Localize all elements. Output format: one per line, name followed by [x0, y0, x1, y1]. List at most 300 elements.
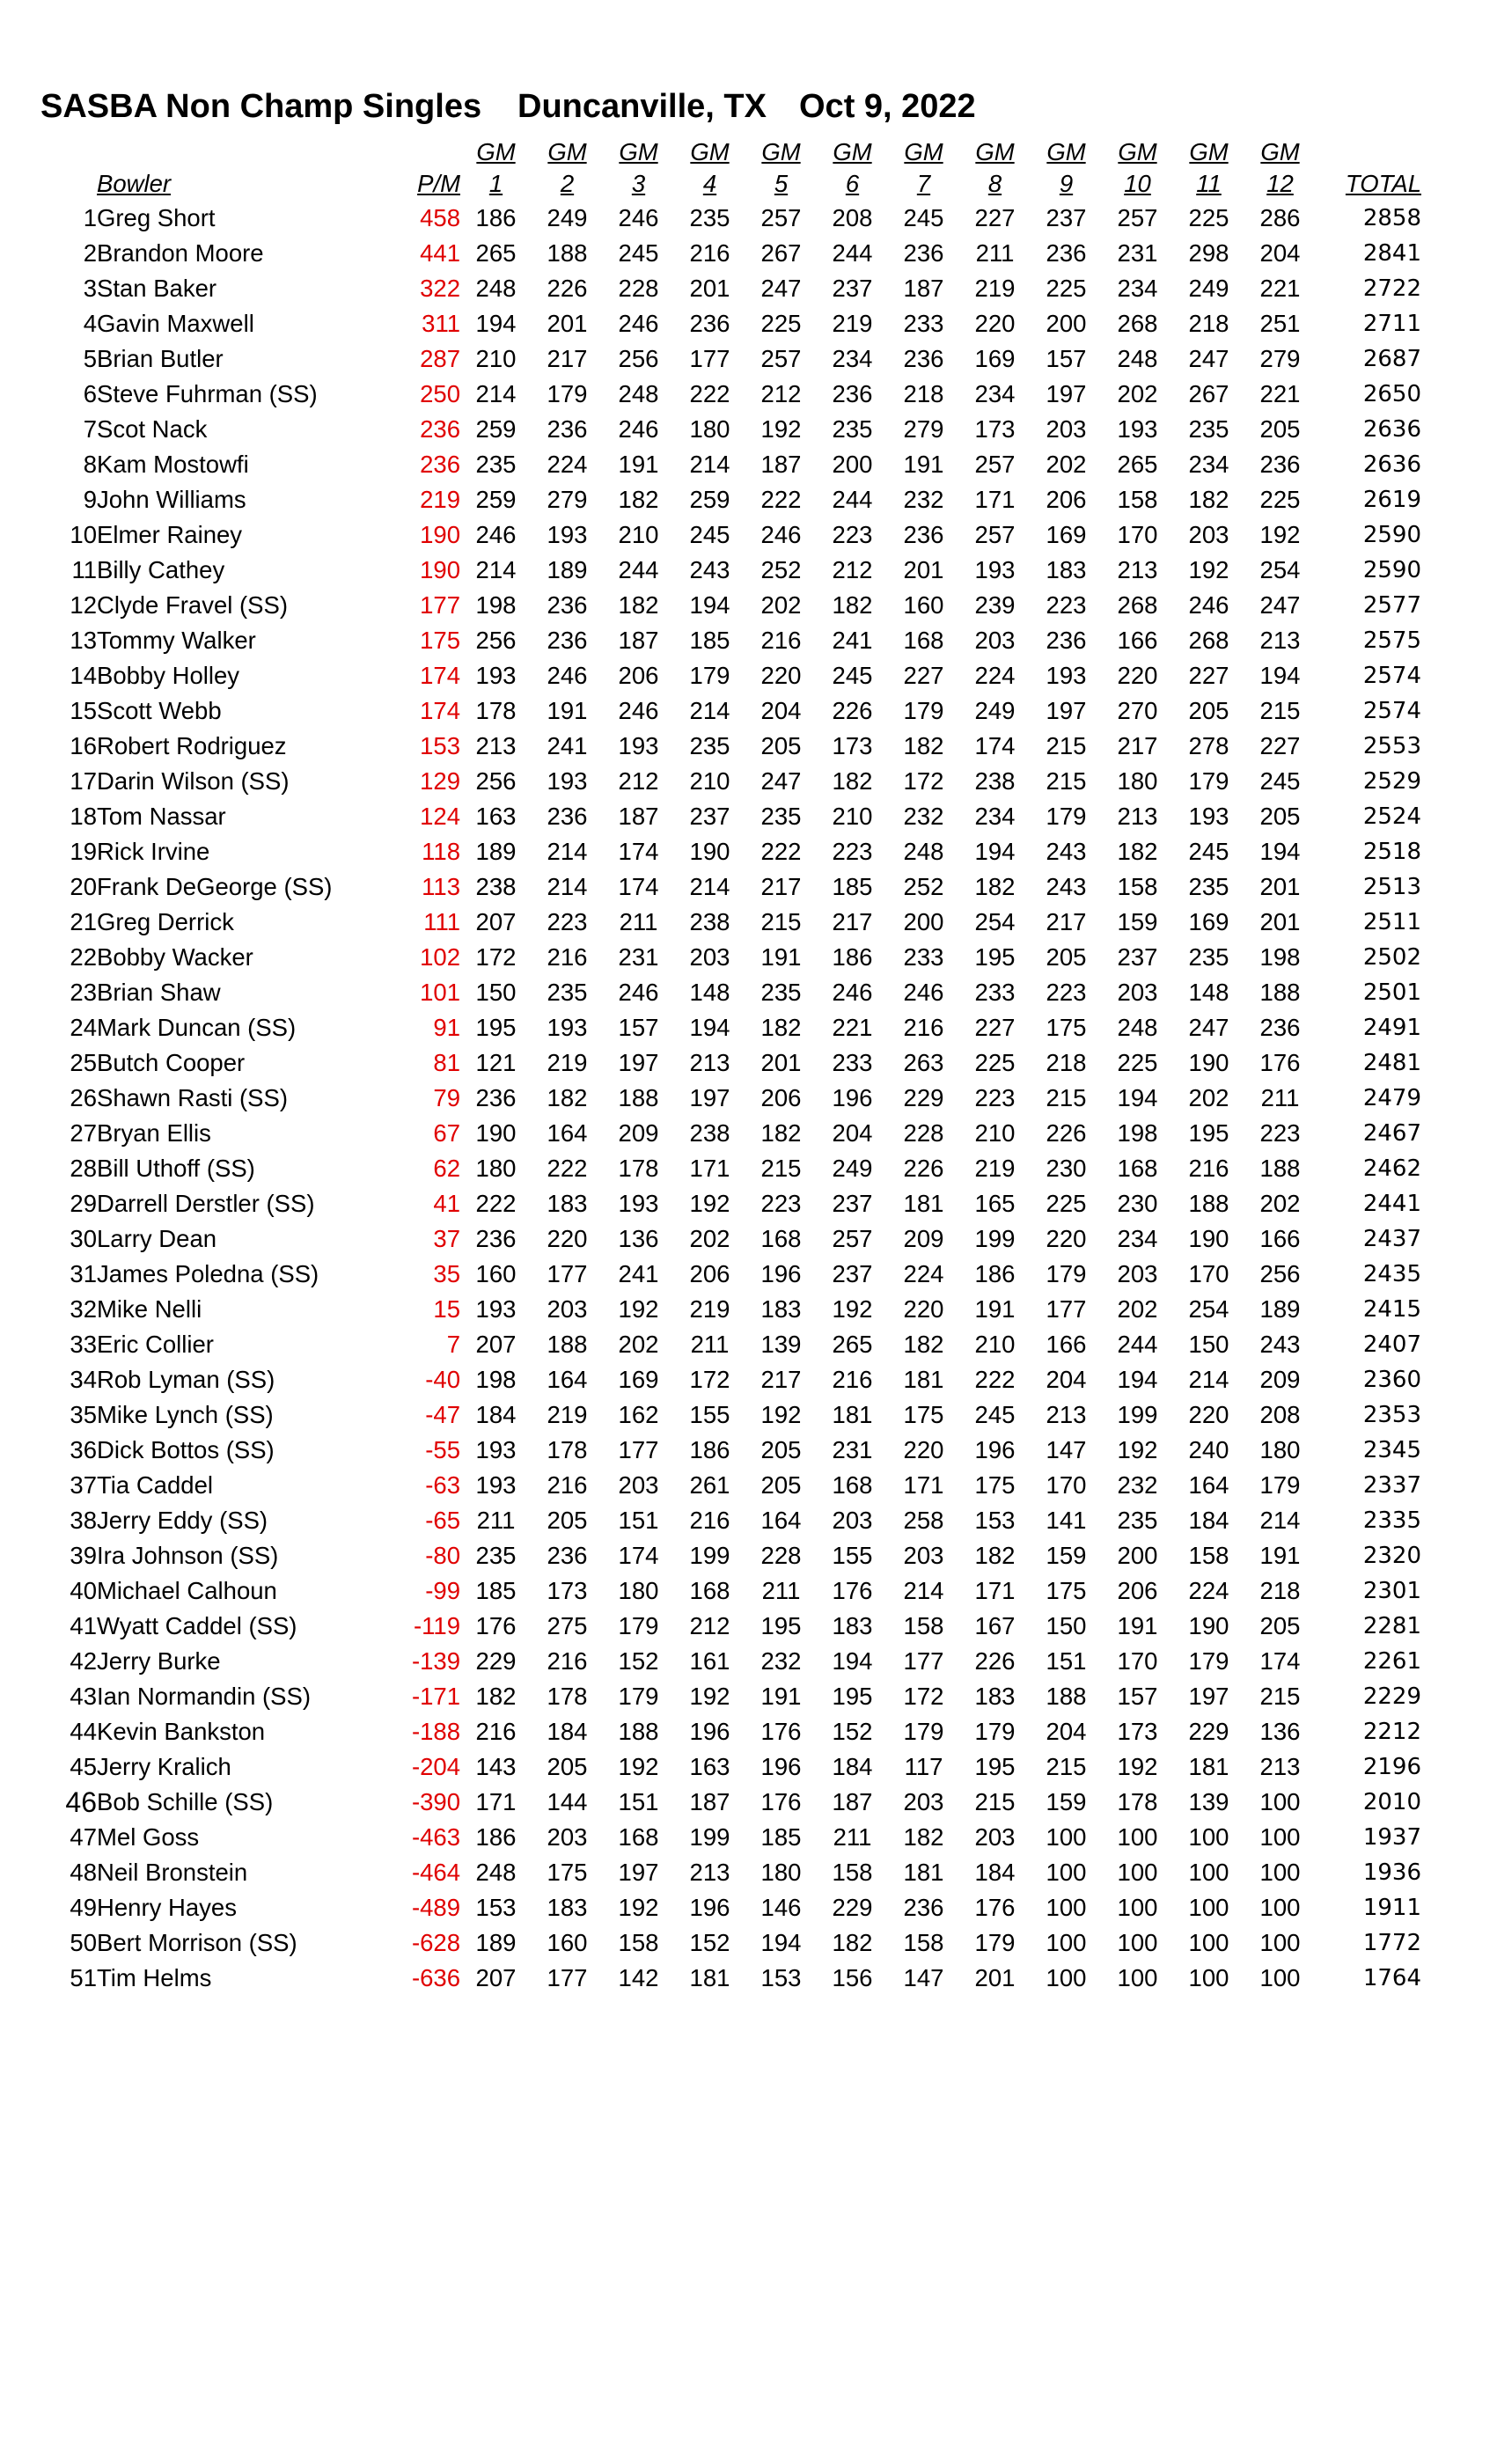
- total-score-cell: 2636: [1362, 416, 1421, 443]
- plus-minus-cell: 15: [433, 1295, 460, 1323]
- game-score-cell: 236: [547, 591, 588, 619]
- game-score-cell: 148: [689, 979, 730, 1006]
- game-score-cell: 243: [1046, 873, 1087, 900]
- game-score-cell: 193: [618, 1190, 659, 1217]
- game-score-cell: 166: [1259, 1225, 1301, 1252]
- game-score-cell: 213: [1259, 627, 1301, 654]
- game-score-cell: 203: [832, 1507, 873, 1534]
- game-score-cell: 257: [974, 521, 1016, 548]
- rank-cell: 23: [70, 979, 97, 1006]
- plus-minus-cell: 124: [420, 803, 460, 830]
- total-score-cell: 2010: [1362, 1789, 1421, 1815]
- game-score-cell: 167: [974, 1612, 1016, 1639]
- total-score-cell: 2441: [1362, 1191, 1421, 1217]
- game-score-cell: 193: [547, 521, 588, 548]
- game-score-cell: 189: [547, 556, 588, 583]
- game-score-cell: 181: [689, 1964, 730, 1991]
- total-score-cell: 2529: [1362, 768, 1421, 795]
- game-score-cell: 192: [1188, 556, 1229, 583]
- game-score-cell: 245: [903, 204, 944, 231]
- game-score-cell: 195: [974, 1753, 1016, 1780]
- table-row: [35, 306, 1421, 341]
- table-row: [35, 1257, 1421, 1292]
- game-score-cell: 166: [1117, 627, 1158, 654]
- game-score-cell: 182: [1188, 486, 1229, 513]
- total-score-cell: 2574: [1362, 698, 1421, 724]
- game-score-cell: 180: [1117, 767, 1158, 795]
- bowler-name-cell: Eric Collier: [97, 1331, 214, 1358]
- game-score-cell: 221: [1259, 275, 1301, 302]
- game-score-cell: 182: [903, 1331, 944, 1358]
- game-score-cell: 210: [974, 1119, 1016, 1147]
- game-score-cell: 158: [1188, 1542, 1229, 1569]
- game-score-cell: 216: [547, 1471, 588, 1499]
- game-score-cell: 216: [760, 627, 802, 654]
- total-score-cell: 2281: [1362, 1613, 1421, 1639]
- bowler-name-cell: Tommy Walker: [97, 627, 256, 654]
- rank-cell: 5: [83, 345, 97, 372]
- game-score-cell: 201: [1259, 873, 1301, 900]
- table-row: [35, 412, 1421, 447]
- game-score-cell: 235: [832, 415, 873, 443]
- game-score-cell: 171: [475, 1788, 517, 1815]
- event-location: Duncanville, TX: [517, 88, 767, 125]
- game-score-cell: 203: [547, 1295, 588, 1323]
- game-score-cell: 238: [974, 767, 1016, 795]
- bowler-name-cell: Steve Fuhrman (SS): [97, 380, 318, 407]
- game-score-cell: 175: [1046, 1014, 1087, 1041]
- table-row: [35, 1362, 1421, 1397]
- rank-cell: 47: [70, 1823, 97, 1851]
- game-score-cell: 235: [760, 803, 802, 830]
- game-score-cell: 178: [618, 1155, 659, 1182]
- game-score-cell: 100: [1046, 1823, 1087, 1851]
- game-score-cell: 248: [903, 838, 944, 865]
- game-score-cell: 256: [1259, 1260, 1301, 1287]
- game-score-cell: 246: [1188, 591, 1229, 619]
- game-score-cell: 117: [904, 1753, 943, 1780]
- bowler-name-cell: Mark Duncan (SS): [97, 1014, 297, 1041]
- game-score-cell: 147: [1046, 1436, 1087, 1463]
- game-score-cell: 227: [1188, 662, 1229, 689]
- game-score-cell: 197: [618, 1049, 659, 1076]
- game-score-cell: 237: [832, 1190, 873, 1217]
- table-row: [35, 1221, 1421, 1257]
- game-score-cell: 172: [903, 767, 944, 795]
- table-row: [35, 271, 1421, 306]
- pm-column-header: P/M: [417, 170, 460, 197]
- game-score-cell: 157: [1117, 1683, 1158, 1710]
- game-score-cell: 235: [689, 732, 730, 759]
- bowler-name-cell: Bert Morrison (SS): [97, 1929, 297, 1956]
- game-score-cell: 203: [1188, 521, 1229, 548]
- game-score-cell: 190: [1188, 1225, 1229, 1252]
- game-score-cell: 204: [1259, 239, 1301, 267]
- game-score-cell: 227: [974, 204, 1016, 231]
- bowler-name-cell: Bob Schille (SS): [97, 1788, 274, 1815]
- game-score-cell: 193: [1046, 662, 1087, 689]
- total-score-cell: 1764: [1362, 1965, 1421, 1991]
- game-score-cell: 195: [832, 1683, 873, 1710]
- game-score-cell: 100: [1259, 1894, 1301, 1921]
- game-score-cell: 245: [618, 239, 659, 267]
- game-score-cell: 236: [475, 1225, 517, 1252]
- game-score-cell: 215: [1046, 1084, 1087, 1111]
- game-score-cell: 222: [475, 1190, 517, 1217]
- plus-minus-cell: 174: [420, 697, 460, 724]
- game-score-cell: 246: [832, 979, 873, 1006]
- game-column-header-7: 7: [916, 170, 931, 197]
- game-score-cell: 169: [1188, 908, 1229, 935]
- total-score-cell: 1937: [1362, 1824, 1421, 1851]
- game-score-cell: 229: [1188, 1718, 1229, 1745]
- game-score-cell: 189: [1259, 1295, 1301, 1323]
- game-score-cell: 176: [974, 1894, 1016, 1921]
- game-score-cell: 143: [475, 1753, 517, 1780]
- game-score-cell: 257: [832, 1225, 873, 1252]
- bowler-name-cell: Tia Caddel: [97, 1471, 213, 1499]
- game-score-cell: 172: [903, 1683, 944, 1710]
- game-score-cell: 210: [832, 803, 873, 830]
- game-score-cell: 236: [903, 521, 944, 548]
- game-score-cell: 225: [974, 1049, 1016, 1076]
- bowler-name-cell: Wyatt Caddel (SS): [97, 1612, 297, 1639]
- rank-cell: 20: [70, 873, 97, 900]
- game-score-cell: 183: [547, 1894, 588, 1921]
- rank-cell: 51: [70, 1964, 97, 1991]
- game-score-cell: 213: [689, 1859, 730, 1886]
- table-row: [35, 588, 1421, 623]
- game-header-prefix-4: GM: [690, 138, 730, 165]
- game-score-cell: 213: [1117, 556, 1158, 583]
- game-score-cell: 186: [832, 943, 873, 971]
- game-score-cell: 219: [974, 1155, 1016, 1182]
- game-score-cell: 268: [1117, 591, 1158, 619]
- game-score-cell: 279: [903, 415, 944, 443]
- rank-cell: 9: [83, 486, 97, 513]
- plus-minus-cell: 441: [420, 239, 460, 267]
- game-score-cell: 173: [832, 732, 873, 759]
- game-score-cell: 247: [760, 275, 802, 302]
- game-column-header-12: 12: [1266, 170, 1294, 197]
- game-score-cell: 179: [903, 1718, 944, 1745]
- plus-minus-cell: 81: [433, 1049, 460, 1076]
- game-score-cell: 207: [475, 908, 517, 935]
- game-score-cell: 201: [689, 275, 730, 302]
- game-score-cell: 203: [1046, 415, 1087, 443]
- game-score-cell: 157: [1046, 345, 1087, 372]
- game-score-cell: 201: [547, 310, 588, 337]
- game-score-cell: 196: [974, 1436, 1016, 1463]
- game-score-cell: 189: [475, 838, 517, 865]
- game-score-cell: 100: [1259, 1788, 1301, 1815]
- table-row: [35, 341, 1421, 377]
- game-column-header-1: 1: [488, 170, 503, 197]
- game-score-cell: 150: [1046, 1612, 1087, 1639]
- table-row: [35, 1186, 1421, 1221]
- table-row: [35, 1010, 1421, 1045]
- game-score-cell: 159: [1046, 1788, 1087, 1815]
- game-score-cell: 212: [760, 380, 802, 407]
- game-score-cell: 244: [1117, 1331, 1158, 1358]
- game-score-cell: 168: [903, 627, 944, 654]
- game-score-cell: 170: [1046, 1471, 1087, 1499]
- game-score-cell: 236: [547, 1542, 588, 1569]
- game-score-cell: 226: [1046, 1119, 1087, 1147]
- rank-cell: 28: [70, 1155, 97, 1182]
- game-header-prefix-3: GM: [619, 138, 658, 165]
- plus-minus-cell: 35: [433, 1260, 460, 1287]
- header-spacer: [1316, 137, 1421, 167]
- total-score-cell: 2415: [1362, 1296, 1421, 1323]
- game-score-cell: 142: [618, 1964, 659, 1991]
- plus-minus-cell: 37: [433, 1225, 460, 1252]
- plus-minus-cell: 111: [423, 908, 460, 935]
- game-score-cell: 205: [1188, 697, 1229, 724]
- game-score-cell: 197: [1188, 1683, 1229, 1710]
- game-score-cell: 233: [903, 943, 944, 971]
- game-score-cell: 243: [1259, 1331, 1301, 1358]
- plus-minus-cell: -464: [411, 1859, 460, 1886]
- table-row: [35, 1433, 1421, 1468]
- game-score-cell: 235: [689, 204, 730, 231]
- game-score-cell: 217: [1117, 732, 1158, 759]
- game-score-cell: 228: [618, 275, 659, 302]
- game-score-cell: 238: [689, 1119, 730, 1147]
- game-score-cell: 210: [618, 521, 659, 548]
- game-score-cell: 193: [475, 1436, 517, 1463]
- game-score-cell: 220: [974, 310, 1016, 337]
- game-score-cell: 218: [1259, 1577, 1301, 1604]
- game-score-cell: 158: [832, 1859, 873, 1886]
- game-score-cell: 100: [1188, 1859, 1229, 1886]
- game-score-cell: 187: [689, 1788, 730, 1815]
- game-score-cell: 205: [760, 1436, 802, 1463]
- game-score-cell: 177: [618, 1436, 659, 1463]
- game-score-cell: 182: [618, 486, 659, 513]
- game-score-cell: 193: [618, 732, 659, 759]
- game-score-cell: 193: [547, 1014, 588, 1041]
- bowler-name-cell: Greg Derrick: [97, 908, 234, 935]
- game-score-cell: 259: [689, 486, 730, 513]
- bowler-name-cell: Dick Bottos (SS): [97, 1436, 275, 1463]
- game-score-cell: 234: [1117, 1225, 1158, 1252]
- game-score-cell: 179: [1259, 1471, 1301, 1499]
- plus-minus-cell: -63: [425, 1471, 460, 1499]
- game-score-cell: 219: [547, 1401, 588, 1428]
- event-date: Oct 9, 2022: [799, 88, 976, 125]
- bowler-name-cell: Robert Rodriguez: [97, 732, 287, 759]
- rank-cell: 6: [83, 380, 97, 407]
- bowler-name-cell: Greg Short: [97, 204, 216, 231]
- game-score-cell: 267: [760, 239, 802, 267]
- game-score-cell: 196: [689, 1718, 730, 1745]
- game-score-cell: 248: [1117, 1014, 1158, 1041]
- bowler-name-cell: Darin Wilson (SS): [97, 767, 290, 795]
- game-score-cell: 191: [547, 697, 588, 724]
- game-score-cell: 192: [1117, 1753, 1158, 1780]
- game-score-cell: 214: [475, 380, 517, 407]
- game-score-cell: 234: [1188, 451, 1229, 478]
- game-score-cell: 179: [974, 1929, 1016, 1956]
- game-score-cell: 248: [1117, 345, 1158, 372]
- game-score-cell: 199: [689, 1542, 730, 1569]
- game-score-cell: 160: [475, 1260, 517, 1287]
- bowler-name-cell: Henry Hayes: [97, 1894, 237, 1921]
- game-score-cell: 176: [475, 1612, 517, 1639]
- game-score-cell: 187: [618, 803, 659, 830]
- game-score-cell: 209: [1259, 1366, 1301, 1393]
- rank-cell: 37: [70, 1471, 97, 1499]
- game-score-cell: 197: [618, 1859, 659, 1886]
- game-score-cell: 205: [547, 1753, 588, 1780]
- table-row: [35, 377, 1421, 412]
- game-score-cell: 213: [689, 1049, 730, 1076]
- game-score-cell: 229: [903, 1084, 944, 1111]
- total-score-cell: 2437: [1362, 1226, 1421, 1252]
- total-score-cell: 2353: [1362, 1402, 1421, 1428]
- bowler-name-cell: Michael Calhoun: [97, 1577, 277, 1604]
- game-score-cell: 198: [475, 591, 517, 619]
- game-score-cell: 100: [1188, 1964, 1229, 1991]
- plus-minus-cell: 91: [433, 1014, 460, 1041]
- game-score-cell: 263: [903, 1049, 944, 1076]
- table-row: [35, 869, 1421, 905]
- game-score-cell: 179: [903, 697, 944, 724]
- table-row: [35, 1855, 1421, 1890]
- total-score-cell: 2212: [1362, 1719, 1421, 1745]
- game-score-cell: 204: [832, 1119, 873, 1147]
- game-score-cell: 224: [547, 451, 588, 478]
- plus-minus-cell: -80: [425, 1542, 460, 1569]
- bowler-name-cell: Ian Normandin (SS): [97, 1683, 312, 1710]
- rank-cell: 3: [83, 275, 97, 302]
- game-score-cell: 153: [760, 1964, 802, 1991]
- game-score-cell: 183: [1046, 556, 1087, 583]
- total-score-cell: 2229: [1362, 1683, 1421, 1710]
- game-score-cell: 201: [760, 1049, 802, 1076]
- header-row-game-prefix: [35, 137, 1421, 167]
- game-score-cell: 194: [689, 1014, 730, 1041]
- rank-cell: 1: [83, 204, 97, 231]
- game-score-cell: 192: [689, 1683, 730, 1710]
- table-row: [35, 799, 1421, 834]
- rank-cell: 38: [70, 1507, 97, 1534]
- game-score-cell: 235: [1117, 1507, 1158, 1534]
- total-score-cell: 2687: [1362, 346, 1421, 372]
- game-score-cell: 211: [690, 1331, 730, 1358]
- game-header-prefix-7: GM: [904, 138, 943, 165]
- game-score-cell: 246: [618, 415, 659, 443]
- game-score-cell: 151: [618, 1788, 659, 1815]
- game-score-cell: 246: [618, 204, 659, 231]
- bowler-name-cell: Brandon Moore: [97, 239, 264, 267]
- game-score-cell: 159: [1117, 908, 1158, 935]
- game-score-cell: 254: [1259, 556, 1301, 583]
- game-score-cell: 191: [974, 1295, 1016, 1323]
- plus-minus-cell: 102: [420, 943, 460, 971]
- game-score-cell: 206: [760, 1084, 802, 1111]
- game-score-cell: 216: [689, 239, 730, 267]
- game-score-cell: 233: [832, 1049, 873, 1076]
- bowler-name-cell: Scot Nack: [97, 415, 208, 443]
- game-score-cell: 279: [547, 486, 588, 513]
- game-score-cell: 216: [903, 1014, 944, 1041]
- game-score-cell: 232: [760, 1647, 802, 1675]
- game-column-header-10: 10: [1124, 170, 1151, 197]
- game-score-cell: 192: [760, 1401, 802, 1428]
- table-row: [35, 1679, 1421, 1714]
- table-row: [35, 1573, 1421, 1609]
- game-score-cell: 157: [618, 1014, 659, 1041]
- game-score-cell: 246: [760, 521, 802, 548]
- game-score-cell: 233: [903, 310, 944, 337]
- game-score-cell: 227: [974, 1014, 1016, 1041]
- game-score-cell: 147: [903, 1964, 944, 1991]
- game-score-cell: 216: [547, 1647, 588, 1675]
- game-score-cell: 229: [832, 1894, 873, 1921]
- game-score-cell: 175: [1046, 1577, 1087, 1604]
- game-score-cell: 259: [475, 415, 517, 443]
- game-score-cell: 201: [903, 556, 944, 583]
- game-header-prefix-6: GM: [833, 138, 872, 165]
- bowler-name-cell: Tom Nassar: [97, 803, 226, 830]
- total-score-cell: 2335: [1362, 1507, 1421, 1534]
- game-score-cell: 100: [1046, 1859, 1087, 1886]
- game-score-cell: 193: [475, 1295, 517, 1323]
- game-score-cell: 195: [760, 1612, 802, 1639]
- total-score-cell: 2590: [1362, 557, 1421, 583]
- game-score-cell: 179: [1188, 1647, 1229, 1675]
- game-score-cell: 248: [475, 1859, 517, 1886]
- game-score-cell: 182: [760, 1014, 802, 1041]
- total-score-cell: 2590: [1362, 522, 1421, 548]
- game-score-cell: 188: [1188, 1190, 1229, 1217]
- rank-cell: 25: [70, 1049, 97, 1076]
- game-score-cell: 216: [689, 1507, 730, 1534]
- rank-cell: 24: [70, 1014, 97, 1041]
- plus-minus-cell: 311: [422, 310, 460, 337]
- plus-minus-cell: 190: [420, 556, 460, 583]
- game-score-cell: 220: [903, 1295, 944, 1323]
- game-score-cell: 241: [832, 627, 873, 654]
- game-score-cell: 188: [618, 1084, 659, 1111]
- game-score-cell: 196: [689, 1894, 730, 1921]
- bowler-name-cell: Brian Butler: [97, 345, 224, 372]
- game-score-cell: 100: [1188, 1823, 1229, 1851]
- rank-cell: 10: [70, 521, 97, 548]
- game-score-cell: 165: [974, 1190, 1016, 1217]
- game-column-header-5: 5: [774, 170, 789, 197]
- game-score-cell: 141: [1046, 1507, 1087, 1534]
- table-row: [35, 1151, 1421, 1186]
- header-spacer: [35, 137, 97, 167]
- game-score-cell: 196: [760, 1260, 802, 1287]
- game-score-cell: 224: [974, 662, 1016, 689]
- game-score-cell: 182: [832, 1929, 873, 1956]
- table-row: [35, 1890, 1421, 1925]
- game-score-cell: 192: [760, 415, 802, 443]
- plus-minus-cell: 129: [420, 767, 460, 795]
- game-score-cell: 214: [903, 1577, 944, 1604]
- table-row: [35, 236, 1421, 271]
- game-score-cell: 216: [1188, 1155, 1229, 1182]
- game-score-cell: 214: [689, 697, 730, 724]
- game-score-cell: 236: [689, 310, 730, 337]
- game-score-cell: 223: [1046, 591, 1087, 619]
- game-score-cell: 214: [547, 873, 588, 900]
- rank-cell: 45: [70, 1753, 97, 1780]
